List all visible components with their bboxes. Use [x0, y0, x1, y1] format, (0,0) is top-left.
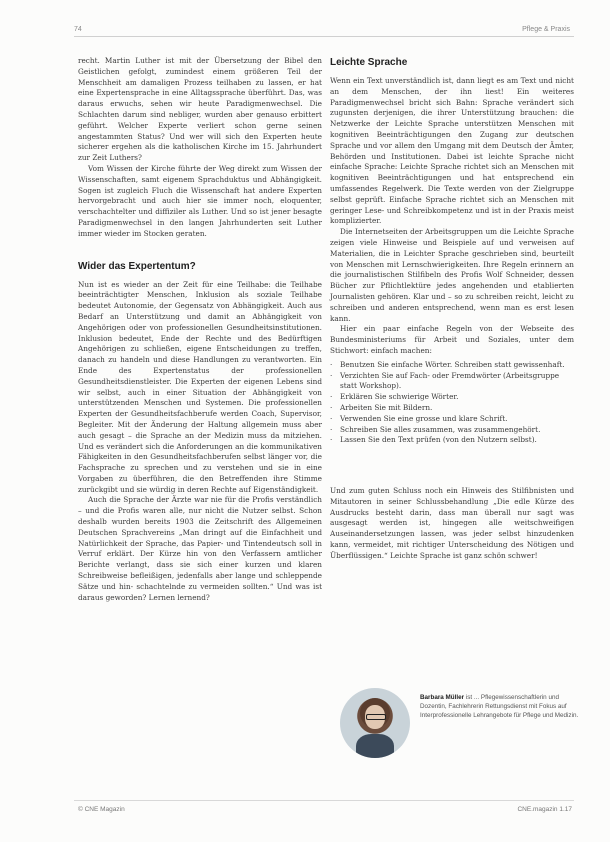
rules-list: [330, 360, 574, 446]
author-bio-text: ist ... Pflegewissenschaftlerin und Dozentin, Fachlehrerin Rettungsdienst mit Fokus auf Interprofessionelle Lehrangebote für Pflege und Medizin.: [420, 694, 579, 719]
body-paragraph: recht. Martin Luther ist mit der Übersetzung der Bibel den Geistlichen gefolgt, zumindest einem größeren Teil der Menschheit am damaligen Prozess teilhaben zu lassen, er hat eine Expertensprache in eine Alltagssprache überführt. Das, was daraus erwuchs, sehen wir heute Paradigmenwechsel. Die Schlachten darum sind nebliger, wurden aber genauso erbittert geführt. Welcher Experte verliert schon gerne seinen angestammten Status? Und wer will sich den Experten heute sicherer ergehen als die katholischen Kirche im 15. Jahrhundert zur Zeit Luthers?: [78, 56, 322, 163]
author-box: [340, 688, 580, 768]
footer-left: © CNE Magazin: [78, 806, 125, 813]
list-item: · Benutzen Sie einfache Wörter. Schreiben statt gewissenhaft.: [330, 360, 574, 371]
body-paragraph: Die Internetseiten der Arbeitsgruppen um die Leichte Sprache zeigen viele Hinweise und Beispiele auf und verweisen auf Materialien, die in Leichter Sprache geschrieben sind, beurteilt von Menschen mit Lernschwierigkeiten. Ihre Regeln erinnern an die journalistischen Stilfibeln des Profis Wolf Schneider, dessen Bücher zur Pflichtlektüre jedes angehenden und etablierten Journalisten gehören. Klar und – so zu schreiben reicht, leicht zu schreiben und anderen entsprechend, wenn man es erst lesen kann.: [330, 227, 574, 323]
list-item: · Lassen Sie den Text prüfen (von den Nutzern selbst).: [330, 435, 574, 446]
right-column: [330, 56, 574, 562]
footer-divider: [74, 800, 574, 801]
section-heading-wider-expertentum: Wider das Expertentum?: [78, 260, 196, 272]
closing-paragraph: Und zum guten Schluss noch ein Hinweis des Stilfibnisten und Mitautoren in seiner Schlussbehandlung „Die edle Kürze des Ausdrucks besteht darin, dass man überall nur sagt was ausgesagt werden ist, hingegen alle weitschweifigen Auseinandersetzungen lassen, was jeder selbst hinzudenken kann, vermeidet, mit richtiger Unterscheidung des Nötigen und Überflüssigen.“ Leichte Sprache ist ganz schön schwer!: [330, 486, 574, 560]
list-item: · Schreiben Sie alles zusammen, was zusammengehört.: [330, 425, 574, 436]
body-paragraph: Vom Wissen der Kirche führte der Weg direkt zum Wissen der Wissenschaften, samt eigenem Sprachduktus und Abhängigkeit. Sogen ist zugleich Fluch die Wissenschaft hat andere Experten hervorgebracht und auch hier sie immer noch, eloquenter, verschachtelter und diffiziler als Luther. Und so ist jener besagte Paradigmenwechsel in den langen Jahrhunderten seit Luther immer wieder im Stocken geraten.: [78, 163, 322, 238]
section-label: Pflege & Praxis: [522, 26, 570, 33]
list-item: · Erklären Sie schwierige Wörter.: [330, 392, 574, 403]
author-name: Barbara Müller: [420, 694, 465, 701]
list-item: · Verzichten Sie auf Fach- oder Fremdwörter (Arbeitsgruppe statt Workshop).: [330, 371, 574, 393]
body-paragraph: Nun ist es wieder an der Zeit für eine Teilhabe: die Teilhabe beeinträchtigter Menschen, Inklusion als soziale Teilhabe bedeutet Autonomie, der Gegensatz von Abhängigkeit. Auch aus Bedarf an Unterstützung und damit an Abhängigkeit von Angehörigen oder von professionellen Gesundheitsinstitutionen. Inklusion bedeutet, Ende der Rechte und des Bedürftigen Angehörigen zu schließen, eigene Entscheidungen zu treffen, danach zu handeln und diese Handlungen zu verantworten. Ein Ende des Expertenstatus der professionellen Gesundheitsdienstleister. Die Experten der eigenen Lebens sind wir selbst, auch in einer Situation der Abhängigkeit von unterstützenden Menschen und Systemen. Die professionellen Experten der Gesundheitsfachberufe werden Coach, Supervisor, Begleiter. Mit der Änderung der Haltung allgemein muss aber auch gesagt – die Sprache an der Medizin muss da mitziehen. Und es verändert sich die Anforderungen an die kommunikativen Fähigkeiten in den Gesundheitsfachberufen selbst länger vor, die Fachsprache zu sprechen und zu verstehen und sie in eine Vorgaben zu überführen, die den Betreffenden ihre Stimme zurückgibt und sie würdig in deren Rechte auf Eigenständigkeit.: [78, 279, 322, 494]
footer-right: CNE.magazin 1.17: [517, 806, 572, 813]
header-divider: [74, 36, 574, 37]
author-bio: [420, 694, 580, 720]
list-item: · Arbeiten Sie mit Bildern.: [330, 403, 574, 414]
page-number: 74: [74, 26, 82, 33]
body-paragraph: Wenn ein Text unverständlich ist, dann liegt es am Text und nicht an dem Menschen, der ihn liest! Ein weiteres Paradigmenwechsel bricht sich Bahn: Sprache verändert sich zugunsten derjenigen, die ihrer Unterstützung brauchen: die Netzwerke der Leichte Sprache unterstützen Menschen mit kognitiven Beeinträchtigungen den Zugang zur deutschen Sprache und vor allem den Umgang mit dem Deutsch der Ämter, Behörden und Institutionen. Dabei ist leichte Sprache nicht einfache Sprache: Leichte Sprache richtet sich an Menschen mit kognitiven Beeinträchtigungen und hat entsprechend ein umfassendes Regelwerk. Die Texte werden von der Zielgruppe selbst geprüft. Einfache Sprache richtet sich an Menschen mit geringer Lese- und Schreibkompetenz und ist in der Praxis meist komplizierter.: [330, 76, 574, 226]
list-item: · Verwenden Sie eine grosse und klare Schrift.: [330, 414, 574, 425]
author-photo: [340, 688, 410, 758]
section-heading-leichte-sprache: Leichte Sprache: [330, 57, 408, 68]
body-paragraph: Auch die Sprache der Ärzte war nie für die Profis verständlich – und die Profis waren alle, nur nicht die Nutzer selbst. Schon deshalb wurden bereits 1903 die Zeitschrift des Allgemeinen Deutschen Sprachvereins „Man dringt auf die Einfachheit und Natürlichkeit der Sprache, das Papier- und Tintendeutsch soll in Verruf erklärt. Der Kürze hin von den Verfassern amtlicher Berichte verlangt, dass sie sich einer kurzen und klaren Schreibweise befleißigen, jedenfalls aber lange und schleppende Sätze und hin- schachtelnde zu vermeiden sollten.“ Und was ist daraus geworden? Lernen lernend?: [78, 495, 322, 602]
left-column: [78, 56, 322, 603]
body-paragraph: Hier ein paar einfache Regeln von der Webseite des Bundesministeriums für Arbeit und Soziales, unter dem Stichwort: einfach machen:: [330, 324, 574, 355]
